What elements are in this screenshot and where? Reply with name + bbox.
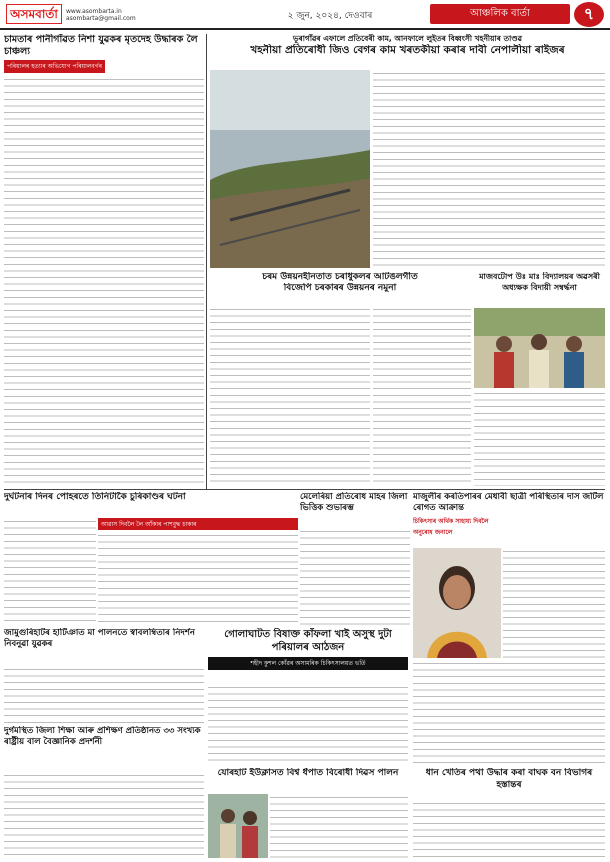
malaria-headline: মেলেৰিয়া প্ৰতিৰোধ মাহৰ জিলা ভিত্তিক শুভাৰম্ভ xyxy=(300,492,408,513)
exhibition-body-text xyxy=(4,772,204,858)
horizontal-divider xyxy=(4,489,605,490)
school-story-header xyxy=(474,272,605,306)
page-number: ৭ xyxy=(574,2,604,27)
exhibition-story-header xyxy=(4,726,204,770)
newspaper-logo: অসমবাৰ্তা xyxy=(6,4,62,24)
email-text: asombarta@gmail.com xyxy=(66,15,136,22)
bjp-story-header xyxy=(210,272,470,304)
fire-subhead: আৱাস দিবলৈ লৈ আঁকাৰ পাশবুদ্ধ চাকাৰ xyxy=(98,518,298,530)
paddy-body-text xyxy=(413,800,605,858)
malaria-story-header xyxy=(300,492,410,526)
bjp-body-text-col2 xyxy=(373,306,471,486)
jamugurihat-story-header xyxy=(4,628,204,664)
farewell-photo xyxy=(474,308,605,388)
chamata-headline: চামতাৰ পানীগাঁৱত নিশা যুৱকৰ মৃতদেহ উদ্ধাৰক লৈ চাঞ্চল্য xyxy=(4,34,198,57)
student-headline: মাজুলীৰ কৰতিপাৰৰ মেধাবী ছাত্ৰী পৰিস্থিতাৰ দাস জটিল ৰোগত আক্ৰান্ত xyxy=(413,492,604,513)
paddy-headline: ধান খেতিৰ পথা উদ্ধাৰ কৰা বাঘক বন বিভাগৰ হস্তান্তৰ xyxy=(425,768,593,790)
student-body-text xyxy=(503,548,605,658)
fire-body-text xyxy=(98,532,298,626)
issue-date: ২ জুন, ২০২৪, দেওবাৰ xyxy=(287,11,373,21)
jamugurihat-body-text xyxy=(4,666,204,724)
bjp-headline-2: বিজেপি চৰকাৰৰ উন্নয়নৰ নমুনা xyxy=(283,283,397,293)
school-body-text xyxy=(474,390,605,486)
accident-headline: দুৰ্ঘটনাৰ দিনৰ পোহৰতে তিনিটাকৈ চুৰিকাণ্ডৰ ঘটনা xyxy=(4,492,186,502)
accident-body-text xyxy=(4,518,96,626)
student-story-header xyxy=(413,492,605,546)
section-label: আঞ্চলিক বাৰ্তা xyxy=(430,4,570,24)
golaghat-headline: গোলাঘাটত বিষাক্ত কাঁফলা খাই অসুস্থ দুটা পৰিয়ালৰ আঠজন xyxy=(224,629,392,653)
student-photo xyxy=(413,548,501,658)
golaghat-subhead: শহীদ কুশল কোঁৱৰ অসামৰিক চিকিৎসালয়ত ভৰ্তি xyxy=(208,657,408,670)
paddy-story-header xyxy=(413,768,605,798)
column-divider xyxy=(206,34,207,489)
golaghat-body-text xyxy=(208,684,408,766)
golaghat-story-header xyxy=(208,628,408,682)
tobacco-body-text xyxy=(270,794,408,858)
student-body-text-cont xyxy=(413,660,605,766)
web-info xyxy=(66,8,156,22)
tobacco-story-header xyxy=(208,768,408,792)
student-subhead: চিকিৎসাৰ অৰ্থিক সাহায্য দিবলৈ xyxy=(413,518,489,525)
chamata-story-header xyxy=(4,34,204,74)
bhurbandha-story-header xyxy=(210,34,605,68)
chamata-subhead: পৰিয়ালৰ হত্যাৰ অভিযোগ পৰিয়ালবৰ্গৰ xyxy=(4,60,105,73)
school-headline: মাজবটোপ উঃ মাঃ বিদ্যালয়ৰ অৱসৰী অধ্যক্ষক বিদায়ী সম্বৰ্দ্ধনা xyxy=(479,272,600,292)
tobacco-photo xyxy=(208,794,268,858)
fire-story-header xyxy=(98,518,298,530)
bjp-body-text-col1 xyxy=(210,306,370,486)
chamata-body-text xyxy=(4,76,204,486)
website-text: www.asombarta.in xyxy=(66,8,122,15)
jamugurihat-headline: জামুগুৰিহাটৰ হাটিঞাত মা পালনতে স্বাবলম্বিতাৰ নিদৰ্শন নিবনুৱা যুৱকৰ xyxy=(4,628,195,649)
bjp-headline: চৰম উন্নয়নহীনতাত চৰাধুকলৰ আটঙলগীত xyxy=(262,272,418,282)
exhibition-headline: দুৰ্গমস্থিত জিলা শিক্ষা আৰু প্ৰশিক্ষণ প্ৰতিষ্ঠানত ৩৩ সংখ্যক ৰাষ্ট্ৰীয় বাল বৈজ্ঞানিক প্ৰদৰ্শনী xyxy=(4,726,201,747)
bhurbandha-body-text xyxy=(373,70,605,268)
student-subhead-2: অনুৰোধ জনালে xyxy=(413,529,453,536)
bhurbandha-headline: খহনীয়া প্ৰতিৰোধী জিও বেগৰ কাম খৰতকীয়া কৰাৰ দাবী নেপালীয়া ৰাইজৰ xyxy=(250,44,565,56)
accident-story-header xyxy=(4,492,204,516)
bhurbandha-kicker: ভূৰাগাঁৱৰ এফালে প্ৰতিবেৰী কাম, আনফালে লুইতৰ বিধ্বংসী খহনীয়াৰ তাণ্ডৱ xyxy=(292,34,523,43)
malaria-body-text xyxy=(300,528,410,626)
tobacco-headline: যোৰহাট ইউক্লাসত বিশ্ব ধঁপাত বিৰোধী দিৱস পালন xyxy=(217,768,399,778)
erosion-photo xyxy=(210,70,370,268)
